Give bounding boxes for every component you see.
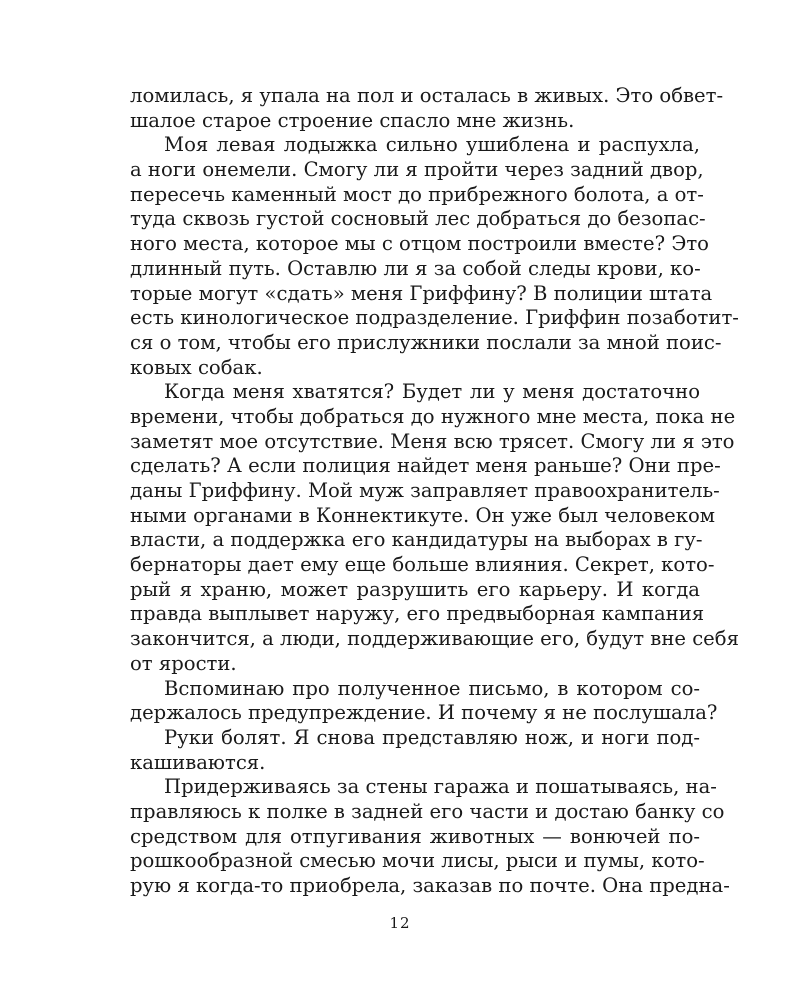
text-line: ного места, которое мы с отцом построили вместе? Это [130, 232, 709, 256]
paragraph [130, 726, 700, 775]
text-line: власти, а поддержка его кандидатуры на выборах в гу- [130, 528, 703, 552]
paragraph [130, 84, 724, 133]
text-line: Когда меня хватятся? Будет ли у меня достаточно [164, 380, 700, 404]
text-line: Вспоминаю про полученное письмо, в котором со- [164, 676, 700, 700]
text-line: пересечь каменный мост до прибрежного болота, а от- [130, 182, 704, 206]
text-line: правляюсь к полке в задней его части и достаю банку со [130, 799, 725, 823]
text-line: торые могут «сдать» меня Гриффину? В полиции штата [130, 281, 713, 305]
text-line: Руки болят. Я снова представляю нож, и ноги под- [164, 725, 700, 749]
paragraph [130, 380, 739, 676]
text-line: держалось предупреждение. И почему я не послушала? [130, 701, 718, 725]
text-line: бернаторы дает ему еще больше влияния. Секрет, кото- [130, 553, 715, 577]
text-line: длинный путь. Оставлю ли я за собой следы крови, ко- [130, 256, 701, 280]
text-line: рошкообразной смесью мочи лисы, рыси и пумы, кото- [130, 849, 705, 873]
text-line: ся о том, чтобы его прислужники послали за мной поис- [130, 330, 722, 354]
text-line: рый я храню, может разрушить его карьеру. И когда [130, 577, 700, 601]
text-line: а ноги онемели. Смогу ли я пройти через задний двор, [130, 158, 704, 182]
text-line: Моя левая лодыжка сильно ушиблена и распухла, [164, 133, 700, 157]
text-line: закончится, а люди, поддерживающие его, будут вне себя [130, 627, 739, 651]
text-line: правда выплывет наружу, его предвыборная кампания [130, 602, 705, 626]
page-number: 12 [389, 914, 411, 932]
text-line: ковых собак. [130, 355, 263, 379]
paragraph [130, 133, 739, 380]
text-line: Придерживаясь за стены гаража и пошатываясь, на- [164, 775, 717, 799]
text-line: даны Гриффину. Мой муж заправляет правоохранитель- [130, 479, 720, 502]
text-line: кашиваются. [130, 750, 266, 774]
text-line: времени, чтобы добраться до нужного мне места, пока не [130, 404, 736, 428]
text-line: средством для отпугивания животных — вонючей по- [130, 824, 700, 848]
text-line: шалое старое строение спасло мне жизнь. [130, 108, 575, 132]
text-line: ными органами в Коннектикуте. Он уже был человеком [130, 503, 715, 527]
text-line: туда сквозь густой сосновый лес добраться до безопас- [130, 207, 706, 231]
text-line: заметят мое отсутствие. Меня всю трясет. Смогу ли я это [130, 429, 735, 453]
text-line: от ярости. [130, 651, 237, 675]
paragraph [130, 676, 718, 726]
text-line: есть кинологическое подразделение. Гриффин позаботит- [130, 306, 739, 330]
page-text [130, 84, 739, 899]
text-line: рую я когда-то приобрела, заказав по почте. Она предна- [130, 874, 730, 897]
text-line: ломилась, я упала на пол и осталась в живых. Это обвет- [130, 84, 724, 107]
text-line: сделать? А если полиция найдет меня раньше? Они пре- [130, 454, 721, 478]
paragraph [130, 775, 730, 898]
